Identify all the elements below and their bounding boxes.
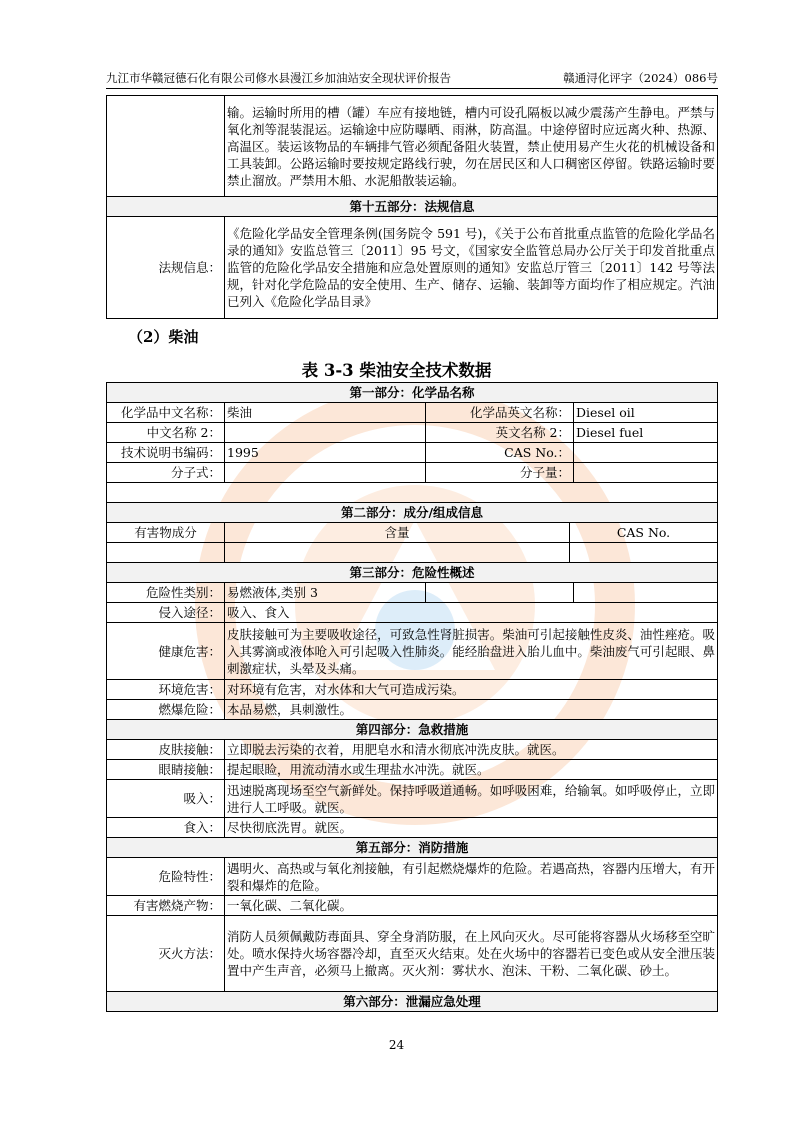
section-5-heading: 第五部分：消防措施 bbox=[107, 838, 718, 858]
page-number: 24 bbox=[388, 1038, 405, 1052]
diesel-subtitle: （2）柴油 bbox=[128, 328, 199, 346]
comp-cell bbox=[570, 543, 718, 563]
comp-header-content: 含量 bbox=[225, 523, 570, 543]
section-3-heading: 第三部分：危险性概述 bbox=[107, 563, 718, 583]
cn-name2-label: 中文名称 2： bbox=[107, 423, 225, 443]
danger-value: 遇明火、高热或与氧化剂接触，有引起燃烧爆炸的危险。若遇高热，容器内压增大，有开裂和爆炸的危险。 bbox=[225, 858, 718, 896]
route-value: 吸入、食入 bbox=[225, 603, 718, 623]
page-header bbox=[106, 70, 718, 89]
fire-value: 本品易燃，具刺激性。 bbox=[225, 700, 718, 720]
inhalation-label: 吸入： bbox=[107, 780, 225, 818]
ingestion-label: 食入： bbox=[107, 818, 225, 838]
regulation-label: 法规信息： bbox=[107, 217, 225, 319]
ingestion-value: 尽快彻底洗胃。就医。 bbox=[225, 818, 718, 838]
diesel-safety-data-table bbox=[106, 382, 718, 1012]
gasoline-data-table-continued bbox=[106, 95, 718, 319]
route-label: 侵入途径： bbox=[107, 603, 225, 623]
skin-contact-value: 立即脱去污染的衣着，用肥皂水和清水彻底冲洗皮肤。就医。 bbox=[225, 740, 718, 760]
eye-contact-label: 眼睛接触： bbox=[107, 760, 225, 780]
cn-name2-value bbox=[225, 423, 426, 443]
comp-header-cas: CAS No. bbox=[570, 523, 718, 543]
comp-header-substance: 有害物成分 bbox=[107, 523, 225, 543]
health-value: 皮肤接触可为主要吸收途径，可致急性肾脏损害。柴油可引起接触性皮炎、油性痤疮。吸入其雾滴或液体呛入可引起吸入性肺炎。能经胎盘进入胎儿血中。柴油废气可引起眼、鼻刺激症状，头晕及头痛。 bbox=[225, 623, 718, 680]
environment-label: 环境危害： bbox=[107, 680, 225, 700]
environment-value: 对环境有危害，对水体和大气可造成污染。 bbox=[225, 680, 718, 700]
cas-label: CAS No.： bbox=[426, 443, 574, 463]
section-1-heading: 第一部分：化学品名称 bbox=[107, 383, 718, 403]
section-2-heading: 第二部分：成分/组成信息 bbox=[107, 503, 718, 523]
section-4-heading: 第四部分：急救措施 bbox=[107, 720, 718, 740]
extinguish-value: 消防人员须佩戴防毒面具、穿全身消防服，在上风向灭火。尽可能将容器从火场移至空旷处。喷水保持火场容器冷却，直至灭火结束。处在火场中的容器若已变色或从安全泄压装置中产生声音，必须马上撤离。灭火剂：雾状水、泡沫、干粉、二氧化碳、砂土。 bbox=[225, 916, 718, 992]
comp-cell bbox=[107, 543, 225, 563]
en-name-label: 化学品英文名称： bbox=[426, 403, 574, 423]
extinguish-label: 灭火方法： bbox=[107, 916, 225, 992]
transport-text: 输。运输时所用的槽（罐）车应有接地链，槽内可设孔隔板以减少震荡产生静电。严禁与氧化剂等混装混运。运输途中应防曝晒、雨淋，防高温。中途停留时应远离火种、热源、高温区。装运该物品的车辆排气管必须配备阻火装置，禁止使用易产生火花的机械设备和工具装卸。公路运输时要按规定路线行驶，勿在居民区和人口稠密区停留。铁路运输时要禁止溜放。严禁用木船、水泥船散装运输。 bbox=[225, 96, 718, 197]
inhalation-value: 迅速脱离现场至空气新鲜处。保持呼吸道通畅。如呼吸困难，给输氧。如呼吸停止，立即进行人工呼吸。就医。 bbox=[225, 780, 718, 818]
combustion-products-label: 有害燃烧产物： bbox=[107, 896, 225, 916]
hazard-category-label: 危险性类别： bbox=[107, 583, 225, 603]
skin-contact-label: 皮肤接触： bbox=[107, 740, 225, 760]
cn-name-value: 柴油 bbox=[225, 403, 426, 423]
hazard-category-value: 易燃液体,类别 3 bbox=[225, 583, 426, 603]
mw-label: 分子量： bbox=[426, 463, 574, 483]
mw-value bbox=[574, 463, 718, 483]
cn-name-label: 化学品中文名称： bbox=[107, 403, 225, 423]
en-name2-value: Diesel fuel bbox=[574, 423, 718, 443]
header-report-number: 赣通浔化评字（2024）086号 bbox=[563, 71, 718, 85]
header-left-title: 九江市华赣冠德石化有限公司修水县漫江乡加油站安全现状评价报告 bbox=[106, 71, 451, 85]
regulation-text: 《危险化学品安全管理条例(国务院令 591 号)，《关于公布首批重点监管的危险化学品名录的通知》安监总管三〔2011〕95 号文，《国家安全监管总局办公厅关于印发首批重点监管的危险化学品安全措施和应急处置原则的通知》安监总厅管三〔2011〕142 号等法规，针对化学危险品的安全使用、生产、储存、运输、装卸等方面均作了相应规定。汽油已列入《危险化学品目录》 bbox=[225, 217, 718, 319]
tech-no-value: 1995 bbox=[225, 443, 426, 463]
health-label: 健康危害： bbox=[107, 623, 225, 680]
section-6-heading: 第六部分：泄漏应急处理 bbox=[107, 992, 718, 1012]
section-15-heading: 第十五部分：法规信息 bbox=[107, 197, 718, 217]
en-name2-label: 英文名称 2： bbox=[426, 423, 574, 443]
combustion-products-value: 一氧化碳、二氧化碳。 bbox=[225, 896, 718, 916]
eye-contact-value: 提起眼睑，用流动清水或生理盐水冲洗。就医。 bbox=[225, 760, 718, 780]
comp-cell bbox=[225, 543, 570, 563]
blank-row bbox=[107, 483, 718, 503]
fire-label: 燃爆危险： bbox=[107, 700, 225, 720]
cas-value bbox=[574, 443, 718, 463]
hazard-cell bbox=[574, 583, 718, 603]
danger-label: 危险特性： bbox=[107, 858, 225, 896]
table-caption: 表 3-3 柴油安全技术数据 bbox=[301, 361, 492, 380]
transport-label-cell bbox=[107, 96, 225, 197]
formula-label: 分子式： bbox=[107, 463, 225, 483]
tech-no-label: 技术说明书编码： bbox=[107, 443, 225, 463]
en-name-value: Diesel oil bbox=[574, 403, 718, 423]
formula-value bbox=[225, 463, 426, 483]
hazard-cell bbox=[426, 583, 574, 603]
